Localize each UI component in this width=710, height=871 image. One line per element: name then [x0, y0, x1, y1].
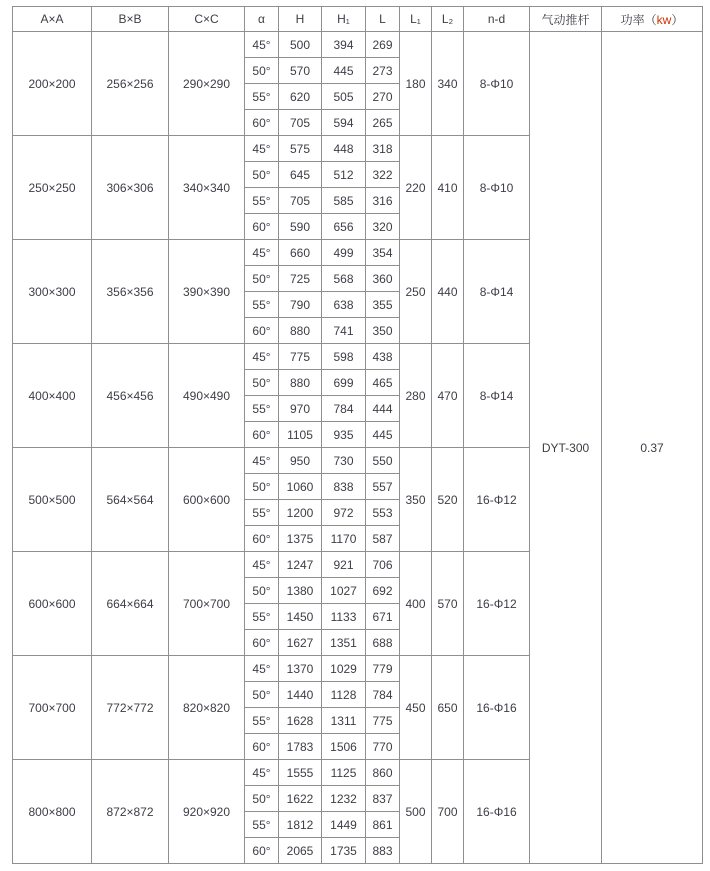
- cell-l1: 400: [400, 552, 432, 656]
- cell-h1: 568: [322, 266, 366, 292]
- cell-h: 775: [279, 344, 322, 370]
- cell-angle: 60°: [245, 318, 279, 344]
- cell-l: 671: [366, 604, 400, 630]
- cell-power-value: 0.37: [602, 32, 703, 864]
- cell-h: 1247: [279, 552, 322, 578]
- col-header-b: B×B: [92, 7, 169, 32]
- cell-l: 316: [366, 188, 400, 214]
- cell-h: 1450: [279, 604, 322, 630]
- cell-nd: 8-Φ14: [464, 344, 530, 448]
- cell-h: 1555: [279, 760, 322, 786]
- col-header-l1: L₁: [400, 7, 432, 32]
- cell-l1: 220: [400, 136, 432, 240]
- cell-l: 445: [366, 422, 400, 448]
- cell-cxc: 290×290: [169, 32, 245, 136]
- col-header-nd: n-d: [464, 7, 530, 32]
- cell-l2: 520: [432, 448, 464, 552]
- cell-h: 1105: [279, 422, 322, 448]
- cell-bxb: 772×772: [92, 656, 169, 760]
- cell-h: 1812: [279, 812, 322, 838]
- cell-nd: 16-Φ16: [464, 760, 530, 864]
- cell-angle: 50°: [245, 266, 279, 292]
- cell-l: 438: [366, 344, 400, 370]
- cell-h: 880: [279, 318, 322, 344]
- cell-h: 970: [279, 396, 322, 422]
- cell-h: 1628: [279, 708, 322, 734]
- cell-h1: 1027: [322, 578, 366, 604]
- cell-h1: 445: [322, 58, 366, 84]
- cell-h: 1622: [279, 786, 322, 812]
- cell-l: 784: [366, 682, 400, 708]
- cell-h1: 499: [322, 240, 366, 266]
- cell-bxb: 356×356: [92, 240, 169, 344]
- cell-h1: 838: [322, 474, 366, 500]
- cell-nd: 8-Φ10: [464, 32, 530, 136]
- cell-angle: 45°: [245, 136, 279, 162]
- cell-h: 500: [279, 32, 322, 58]
- cell-cxc: 340×340: [169, 136, 245, 240]
- cell-bxb: 456×456: [92, 344, 169, 448]
- cell-h1: 1125: [322, 760, 366, 786]
- cell-h: 660: [279, 240, 322, 266]
- cell-h1: 512: [322, 162, 366, 188]
- cell-angle: 60°: [245, 110, 279, 136]
- cell-axa: 700×700: [13, 656, 92, 760]
- cell-nd: 16-Φ12: [464, 552, 530, 656]
- cell-axa: 300×300: [13, 240, 92, 344]
- cell-h: 1200: [279, 500, 322, 526]
- cell-l: 465: [366, 370, 400, 396]
- cell-h: 1627: [279, 630, 322, 656]
- cell-h1: 394: [322, 32, 366, 58]
- cell-l: 550: [366, 448, 400, 474]
- cell-l: 354: [366, 240, 400, 266]
- cell-l2: 570: [432, 552, 464, 656]
- cell-h: 590: [279, 214, 322, 240]
- cell-angle: 45°: [245, 240, 279, 266]
- cell-l: 318: [366, 136, 400, 162]
- cell-bxb: 256×256: [92, 32, 169, 136]
- cell-angle: 50°: [245, 682, 279, 708]
- cell-l: 355: [366, 292, 400, 318]
- cell-angle: 60°: [245, 422, 279, 448]
- cell-angle: 45°: [245, 344, 279, 370]
- cell-l2: 340: [432, 32, 464, 136]
- col-header-l2: L₂: [432, 7, 464, 32]
- cell-h1: 1170: [322, 526, 366, 552]
- cell-cxc: 920×920: [169, 760, 245, 864]
- col-header-h: H: [279, 7, 322, 32]
- cell-angle: 60°: [245, 630, 279, 656]
- cell-h1: 1735: [322, 838, 366, 864]
- cell-axa: 800×800: [13, 760, 92, 864]
- cell-angle: 45°: [245, 760, 279, 786]
- cell-h: 1380: [279, 578, 322, 604]
- cell-h: 570: [279, 58, 322, 84]
- cell-h1: 598: [322, 344, 366, 370]
- cell-angle: 50°: [245, 162, 279, 188]
- spec-row: [13, 32, 703, 58]
- cell-l: 269: [366, 32, 400, 58]
- cell-angle: 55°: [245, 604, 279, 630]
- cell-l: 265: [366, 110, 400, 136]
- cell-l: 273: [366, 58, 400, 84]
- cell-cxc: 820×820: [169, 656, 245, 760]
- col-header-c: C×C: [169, 7, 245, 32]
- cell-h: 645: [279, 162, 322, 188]
- cell-h: 790: [279, 292, 322, 318]
- cell-angle: 45°: [245, 656, 279, 682]
- cell-h1: 921: [322, 552, 366, 578]
- cell-bxb: 664×664: [92, 552, 169, 656]
- cell-l1: 500: [400, 760, 432, 864]
- cell-h1: 741: [322, 318, 366, 344]
- cell-h1: 594: [322, 110, 366, 136]
- cell-angle: 55°: [245, 812, 279, 838]
- cell-l2: 470: [432, 344, 464, 448]
- cell-l1: 180: [400, 32, 432, 136]
- cell-h: 2065: [279, 838, 322, 864]
- cell-h1: 656: [322, 214, 366, 240]
- cell-l1: 350: [400, 448, 432, 552]
- cell-h1: 638: [322, 292, 366, 318]
- cell-h: 1375: [279, 526, 322, 552]
- cell-l: 557: [366, 474, 400, 500]
- cell-l: 360: [366, 266, 400, 292]
- cell-l: 706: [366, 552, 400, 578]
- cell-h: 1440: [279, 682, 322, 708]
- cell-h: 880: [279, 370, 322, 396]
- cell-angle: 45°: [245, 552, 279, 578]
- cell-l: 444: [366, 396, 400, 422]
- cell-l: 860: [366, 760, 400, 786]
- cell-bxb: 564×564: [92, 448, 169, 552]
- cell-h1: 585: [322, 188, 366, 214]
- cell-h1: 448: [322, 136, 366, 162]
- cell-h: 950: [279, 448, 322, 474]
- power-header-text: ）: [671, 12, 684, 27]
- cell-cxc: 600×600: [169, 448, 245, 552]
- cell-h1: 935: [322, 422, 366, 448]
- cell-cxc: 490×490: [169, 344, 245, 448]
- cell-angle: 55°: [245, 500, 279, 526]
- cell-axa: 500×500: [13, 448, 92, 552]
- cell-h1: 1351: [322, 630, 366, 656]
- cell-angle: 60°: [245, 838, 279, 864]
- power-unit-accent: kw: [656, 12, 672, 27]
- cell-h1: 1128: [322, 682, 366, 708]
- cell-l: 770: [366, 734, 400, 760]
- cell-l1: 450: [400, 656, 432, 760]
- cell-cxc: 700×700: [169, 552, 245, 656]
- cell-l1: 280: [400, 344, 432, 448]
- cell-l: 320: [366, 214, 400, 240]
- cell-angle: 50°: [245, 58, 279, 84]
- cell-l2: 410: [432, 136, 464, 240]
- cell-h: 705: [279, 188, 322, 214]
- cell-axa: 400×400: [13, 344, 92, 448]
- col-header-alpha: α: [245, 7, 279, 32]
- cell-l: 837: [366, 786, 400, 812]
- cell-bxb: 872×872: [92, 760, 169, 864]
- cell-h1: 1133: [322, 604, 366, 630]
- cell-angle: 50°: [245, 370, 279, 396]
- col-header-power: [602, 7, 703, 32]
- cell-angle: 60°: [245, 526, 279, 552]
- power-header-text: 功率（: [620, 12, 657, 27]
- cell-bxb: 306×306: [92, 136, 169, 240]
- cell-h1: 1311: [322, 708, 366, 734]
- col-header-h1: H₁: [322, 7, 366, 32]
- cell-h: 1060: [279, 474, 322, 500]
- cell-h1: 1232: [322, 786, 366, 812]
- cell-l: 322: [366, 162, 400, 188]
- cell-angle: 50°: [245, 474, 279, 500]
- cell-l: 692: [366, 578, 400, 604]
- cell-h1: 784: [322, 396, 366, 422]
- cell-h1: 730: [322, 448, 366, 474]
- cell-axa: 250×250: [13, 136, 92, 240]
- cell-h: 1370: [279, 656, 322, 682]
- col-header-l: L: [366, 7, 400, 32]
- cell-l: 861: [366, 812, 400, 838]
- cell-l: 779: [366, 656, 400, 682]
- cell-angle: 55°: [245, 188, 279, 214]
- cell-l2: 650: [432, 656, 464, 760]
- cell-h1: 699: [322, 370, 366, 396]
- cell-h: 575: [279, 136, 322, 162]
- cell-l: 553: [366, 500, 400, 526]
- cell-l2: 440: [432, 240, 464, 344]
- cell-l: 587: [366, 526, 400, 552]
- cell-cxc: 390×390: [169, 240, 245, 344]
- cell-h1: 972: [322, 500, 366, 526]
- cell-angle: 55°: [245, 396, 279, 422]
- cell-angle: 55°: [245, 292, 279, 318]
- cell-h1: 505: [322, 84, 366, 110]
- cell-l: 688: [366, 630, 400, 656]
- cell-l2: 700: [432, 760, 464, 864]
- cell-axa: 600×600: [13, 552, 92, 656]
- cell-angle: 55°: [245, 708, 279, 734]
- cell-actuator-model: DYT-300: [530, 32, 602, 864]
- cell-nd: 16-Φ16: [464, 656, 530, 760]
- cell-h: 1783: [279, 734, 322, 760]
- cell-nd: 8-Φ14: [464, 240, 530, 344]
- cell-l: 883: [366, 838, 400, 864]
- cell-l1: 250: [400, 240, 432, 344]
- col-header-actuator: 气动推杆: [530, 7, 602, 32]
- cell-l: 350: [366, 318, 400, 344]
- cell-h: 725: [279, 266, 322, 292]
- col-header-a: A×A: [13, 7, 92, 32]
- cell-angle: 45°: [245, 32, 279, 58]
- cell-angle: 60°: [245, 734, 279, 760]
- cell-angle: 50°: [245, 786, 279, 812]
- header-row: [13, 7, 703, 32]
- cell-nd: 16-Φ12: [464, 448, 530, 552]
- cell-l: 270: [366, 84, 400, 110]
- cell-h: 620: [279, 84, 322, 110]
- cell-h: 705: [279, 110, 322, 136]
- cell-angle: 45°: [245, 448, 279, 474]
- cell-h1: 1506: [322, 734, 366, 760]
- cell-angle: 50°: [245, 578, 279, 604]
- cell-h1: 1029: [322, 656, 366, 682]
- cell-h1: 1449: [322, 812, 366, 838]
- cell-axa: 200×200: [13, 32, 92, 136]
- cell-nd: 8-Φ10: [464, 136, 530, 240]
- cell-angle: 55°: [245, 84, 279, 110]
- cell-l: 775: [366, 708, 400, 734]
- cell-angle: 60°: [245, 214, 279, 240]
- dimension-spec-table: [12, 6, 703, 864]
